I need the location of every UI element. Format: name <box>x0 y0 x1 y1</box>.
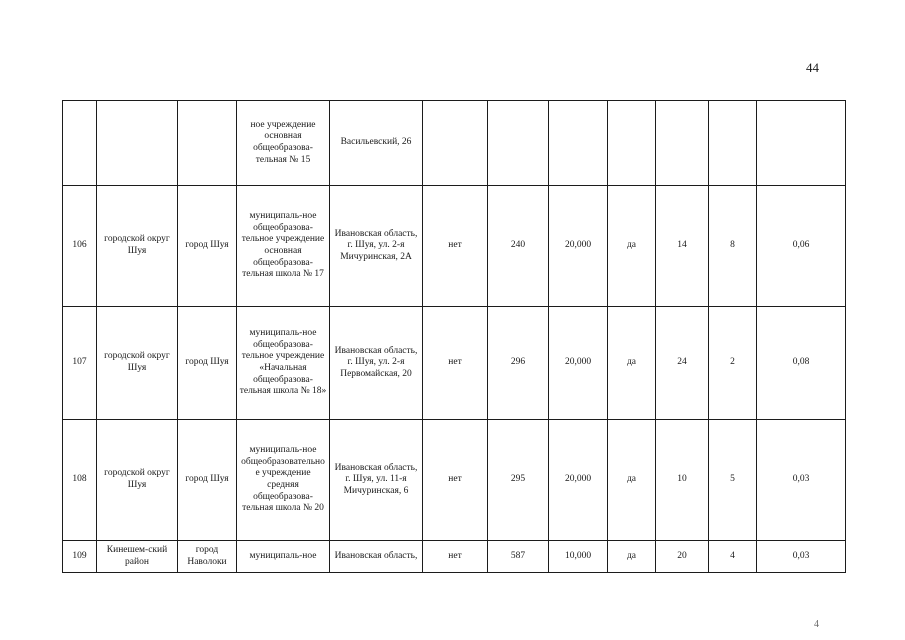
cell-col8: да <box>608 541 656 573</box>
table-row <box>63 420 846 541</box>
cell-col11: 0,06 <box>757 186 846 307</box>
cell-col6: 587 <box>488 541 549 573</box>
page-number: 44 <box>806 60 819 75</box>
table-row <box>63 541 846 573</box>
registry-table-container <box>62 100 845 573</box>
cell-col8: да <box>608 307 656 420</box>
cell-institution: ное учреждение основная общеобразова-тельная № 15 <box>237 101 330 186</box>
cell-col5: нет <box>423 307 488 420</box>
cell-number: 107 <box>63 307 97 420</box>
cell-col8 <box>608 101 656 186</box>
cell-col6: 296 <box>488 307 549 420</box>
cell-district <box>97 101 178 186</box>
cell-col9 <box>656 101 709 186</box>
cell-settlement <box>178 101 237 186</box>
cell-col9: 10 <box>656 420 709 541</box>
cell-col7: 20,000 <box>549 420 608 541</box>
cell-number: 109 <box>63 541 97 573</box>
cell-col5 <box>423 101 488 186</box>
cell-address: Ивановская область, г. Шуя, ул. 2-я Первомайская, 20 <box>330 307 423 420</box>
cell-col10: 4 <box>709 541 757 573</box>
cell-col10: 2 <box>709 307 757 420</box>
cell-col9: 14 <box>656 186 709 307</box>
cell-institution: муниципаль-ное <box>237 541 330 573</box>
cell-col11: 0,03 <box>757 420 846 541</box>
cell-address: Ивановская область, г. Шуя, ул. 2-я Мичуринская, 2А <box>330 186 423 307</box>
scan-footer-mark: 4 <box>814 619 819 630</box>
cell-col6: 295 <box>488 420 549 541</box>
cell-col5: нет <box>423 420 488 541</box>
cell-district: городской округ Шуя <box>97 420 178 541</box>
cell-col11: 0,08 <box>757 307 846 420</box>
table-row <box>63 101 846 186</box>
cell-col5: нет <box>423 541 488 573</box>
cell-col7: 10,000 <box>549 541 608 573</box>
cell-col5: нет <box>423 186 488 307</box>
cell-number: 106 <box>63 186 97 307</box>
table-row <box>63 186 846 307</box>
cell-col6 <box>488 101 549 186</box>
cell-col8: да <box>608 186 656 307</box>
cell-settlement: город Шуя <box>178 307 237 420</box>
cell-col10: 5 <box>709 420 757 541</box>
cell-institution: муниципаль-ное общеобразова-тельное учреждение основная общеобразова-тельная школа № 17 <box>237 186 330 307</box>
cell-number <box>63 101 97 186</box>
cell-settlement: город Шуя <box>178 420 237 541</box>
cell-col9: 20 <box>656 541 709 573</box>
cell-col11 <box>757 101 846 186</box>
cell-address: Ивановская область, г. Шуя, ул. 11-я Мичуринская, 6 <box>330 420 423 541</box>
cell-district: городской округ Шуя <box>97 307 178 420</box>
registry-table <box>62 100 846 573</box>
cell-col11: 0,03 <box>757 541 846 573</box>
cell-settlement: город Шуя <box>178 186 237 307</box>
cell-col7 <box>549 101 608 186</box>
cell-col7: 20,000 <box>549 307 608 420</box>
cell-district: Кинешем-ский район <box>97 541 178 573</box>
cell-col10: 8 <box>709 186 757 307</box>
cell-address: Васильевский, 26 <box>330 101 423 186</box>
cell-institution: муниципаль-ное общеобразова-тельное учреждение «Начальная общеобразова-тельная школа № 18» <box>237 307 330 420</box>
cell-col9: 24 <box>656 307 709 420</box>
cell-number: 108 <box>63 420 97 541</box>
cell-district: городской округ Шуя <box>97 186 178 307</box>
cell-col8: да <box>608 420 656 541</box>
cell-institution: муниципаль-ное общеобразовательное учреждение средняя общеобразова-тельная школа № 20 <box>237 420 330 541</box>
cell-address: Ивановская область, <box>330 541 423 573</box>
table-row <box>63 307 846 420</box>
cell-col7: 20,000 <box>549 186 608 307</box>
cell-col10 <box>709 101 757 186</box>
cell-col6: 240 <box>488 186 549 307</box>
cell-settlement: город Наволоки <box>178 541 237 573</box>
